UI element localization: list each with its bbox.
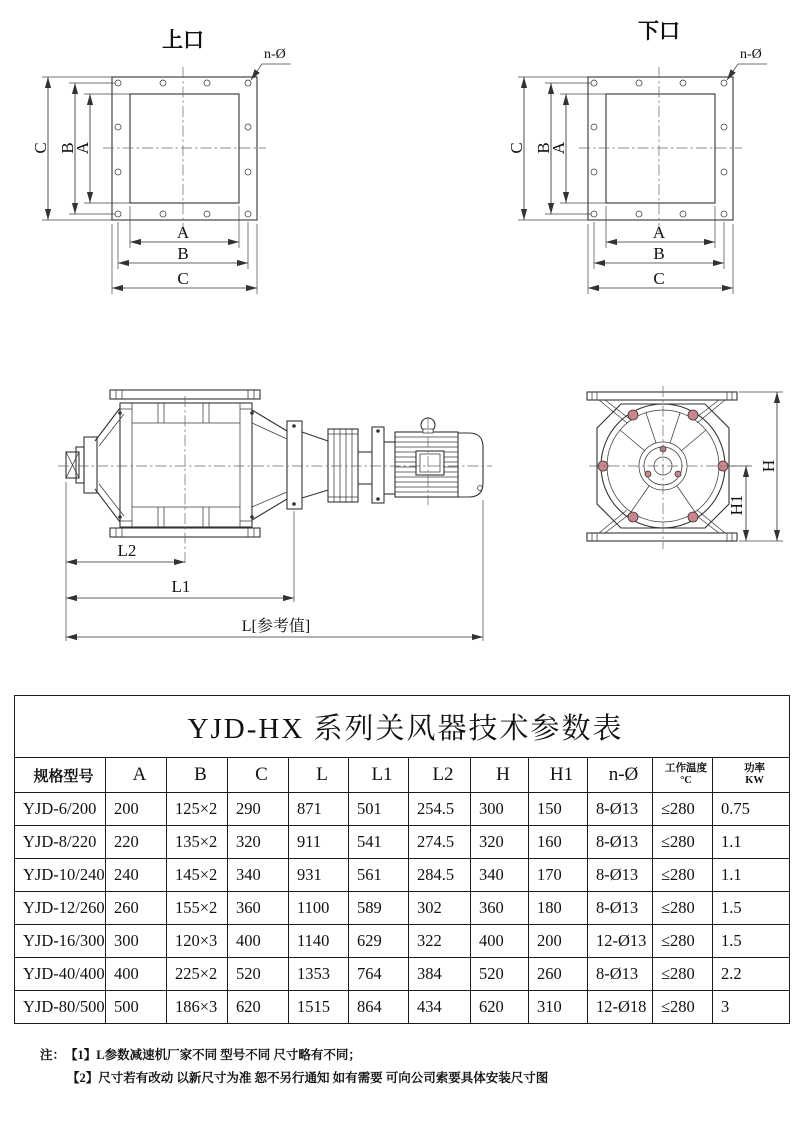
dim-label-c-left: C [31, 142, 50, 154]
dim-label-b-bottom: B [177, 244, 189, 263]
table-cell: 764 [349, 958, 409, 991]
side-view [58, 390, 492, 641]
table-cell: 12-Ø13 [588, 925, 653, 958]
dim-label-a-left: A [73, 141, 92, 155]
table-cell: 145×2 [167, 859, 228, 892]
table-cell: 225×2 [167, 958, 228, 991]
table-cell: ≤280 [653, 958, 713, 991]
dim-label-b-bottom: B [653, 244, 665, 263]
table-cell: 434 [409, 991, 471, 1024]
col-header-l1: L1 [349, 758, 409, 793]
table-cell: 1.1 [713, 859, 790, 892]
table-cell: 200 [529, 925, 588, 958]
table-cell: YJD-80/500 [15, 991, 106, 1024]
table-cell: 8-Ø13 [588, 958, 653, 991]
table-cell: 561 [349, 859, 409, 892]
table-cell: ≤280 [653, 826, 713, 859]
flange-outline [42, 64, 291, 294]
table-cell: 589 [349, 892, 409, 925]
dim-label-l: L[参考值] [241, 618, 311, 635]
table-cell: ≤280 [653, 991, 713, 1024]
footnote-text-2: 【2】尺寸若有改动 以新尺寸为准 恕不另行通知 如有需要 可向公司索要具体安装尺寸图 [67, 1070, 549, 1085]
table-cell: 8-Ø13 [588, 793, 653, 826]
table-cell: 1515 [289, 991, 349, 1024]
table-cell: 220 [106, 826, 167, 859]
table-cell: 300 [471, 793, 529, 826]
table-cell: 160 [529, 826, 588, 859]
col-header-temp [653, 758, 713, 793]
temp-header-unit: °C [680, 775, 692, 786]
table-title: YJD-HX 系列关风器技术参数表 [15, 696, 790, 758]
dim-label-a-bottom: A [652, 223, 666, 242]
table-cell: 260 [529, 958, 588, 991]
dim-label-l2: L2 [117, 541, 137, 560]
table-cell: YJD-16/300 [15, 925, 106, 958]
table-cell: YJD-12/260 [15, 892, 106, 925]
upper-flange-hole-callout: n-Ø [264, 47, 286, 62]
lower-flange-view [507, 19, 767, 294]
col-header-c: C [228, 758, 289, 793]
table-row [15, 793, 790, 826]
table-cell: 1100 [289, 892, 349, 925]
table-cell: 170 [529, 859, 588, 892]
table-cell: 1.1 [713, 826, 790, 859]
spec-table [14, 695, 790, 1024]
table-cell: 8-Ø13 [588, 892, 653, 925]
dim-label-b-left: B [534, 142, 553, 154]
table-cell: 300 [106, 925, 167, 958]
upper-flange-view [31, 28, 291, 294]
table-row [15, 958, 790, 991]
col-header-a: A [106, 758, 167, 793]
table-cell: 384 [409, 958, 471, 991]
power-header-unit: KW [745, 775, 764, 786]
table-title-row [15, 696, 790, 758]
dim-label-a-bottom: A [176, 223, 190, 242]
col-header-holes: n-Ø [588, 758, 653, 793]
table-cell: 0.75 [713, 793, 790, 826]
table-cell: 302 [409, 892, 471, 925]
dim-label-l1: L1 [171, 577, 191, 596]
table-cell: 864 [349, 991, 409, 1024]
table-cell: 12-Ø18 [588, 991, 653, 1024]
table-cell: 200 [106, 793, 167, 826]
table-cell: 360 [471, 892, 529, 925]
table-cell: 322 [409, 925, 471, 958]
table-cell: 400 [471, 925, 529, 958]
col-header-h: H [471, 758, 529, 793]
table-row [15, 892, 790, 925]
table-cell: 520 [471, 958, 529, 991]
table-cell: 150 [529, 793, 588, 826]
table-cell: 320 [228, 826, 289, 859]
table-cell: 135×2 [167, 826, 228, 859]
spec-table-body [15, 793, 790, 1024]
table-cell: 155×2 [167, 892, 228, 925]
table-cell: 871 [289, 793, 349, 826]
table-cell: 1.5 [713, 925, 790, 958]
table-cell: 260 [106, 892, 167, 925]
table-cell: ≤280 [653, 859, 713, 892]
table-cell: 620 [471, 991, 529, 1024]
table-row [15, 925, 790, 958]
table-cell: 8-Ø13 [588, 826, 653, 859]
table-cell: ≤280 [653, 793, 713, 826]
dim-label-c-left: C [507, 142, 526, 154]
table-cell: 254.5 [409, 793, 471, 826]
table-cell: 400 [228, 925, 289, 958]
dim-label-b-left: B [58, 142, 77, 154]
table-cell: 340 [471, 859, 529, 892]
table-row [15, 859, 790, 892]
table-cell: 340 [228, 859, 289, 892]
upper-flange-title: 上口 [162, 28, 204, 52]
col-header-h1: H1 [529, 758, 588, 793]
table-cell: 8-Ø13 [588, 859, 653, 892]
table-cell: 186×3 [167, 991, 228, 1024]
table-cell: 931 [289, 859, 349, 892]
dim-label-h: H [759, 459, 778, 473]
lower-flange-hole-callout: n-Ø [740, 47, 762, 62]
footnote-text-1: 【1】L参数减速机厂家不同 型号不同 尺寸略有不同； [65, 1048, 361, 1062]
footnote-line-1 [40, 1044, 548, 1067]
table-cell: 360 [228, 892, 289, 925]
table-cell: 400 [106, 958, 167, 991]
table-cell: 501 [349, 793, 409, 826]
table-cell: 120×3 [167, 925, 228, 958]
table-cell: 2.2 [713, 958, 790, 991]
col-header-l: L [289, 758, 349, 793]
table-cell: 3 [713, 991, 790, 1024]
table-cell: 911 [289, 826, 349, 859]
table-cell: YJD-8/220 [15, 826, 106, 859]
col-header-b: B [167, 758, 228, 793]
table-cell: 629 [349, 925, 409, 958]
table-cell: 125×2 [167, 793, 228, 826]
table-cell: 541 [349, 826, 409, 859]
table-row [15, 826, 790, 859]
col-header-l2: L2 [409, 758, 471, 793]
table-cell: 290 [228, 793, 289, 826]
table-cell: 520 [228, 958, 289, 991]
lower-flange-title: 下口 [638, 19, 680, 43]
col-header-power [713, 758, 790, 793]
dim-label-h1: H1 [727, 494, 746, 516]
footnote-line-2 [67, 1067, 548, 1090]
table-cell: 310 [529, 991, 588, 1024]
table-cell: 1353 [289, 958, 349, 991]
flange-outline [518, 64, 767, 294]
col-header-model: 规格型号 [15, 758, 106, 793]
table-row [15, 991, 790, 1024]
dim-label-a-left: A [549, 141, 568, 155]
table-cell: YJD-10/240 [15, 859, 106, 892]
table-cell: ≤280 [653, 925, 713, 958]
table-cell: ≤280 [653, 892, 713, 925]
table-cell: 620 [228, 991, 289, 1024]
table-cell: 320 [471, 826, 529, 859]
table-cell: 240 [106, 859, 167, 892]
power-header-top: 功率 [744, 762, 766, 774]
table-cell: 1.5 [713, 892, 790, 925]
end-view [587, 386, 783, 549]
temp-header-top: 工作温度 [665, 762, 707, 774]
table-cell: 284.5 [409, 859, 471, 892]
table-cell: 274.5 [409, 826, 471, 859]
table-header-row [15, 758, 790, 793]
table-cell: 180 [529, 892, 588, 925]
table-cell: 500 [106, 991, 167, 1024]
dim-label-c-bottom: C [653, 269, 665, 288]
table-cell: YJD-6/200 [15, 793, 106, 826]
dim-label-c-bottom: C [177, 269, 189, 288]
footnote-label: 注： [40, 1048, 66, 1062]
table-cell: YJD-40/400 [15, 958, 106, 991]
table-cell: 1140 [289, 925, 349, 958]
footnotes [40, 1044, 548, 1089]
